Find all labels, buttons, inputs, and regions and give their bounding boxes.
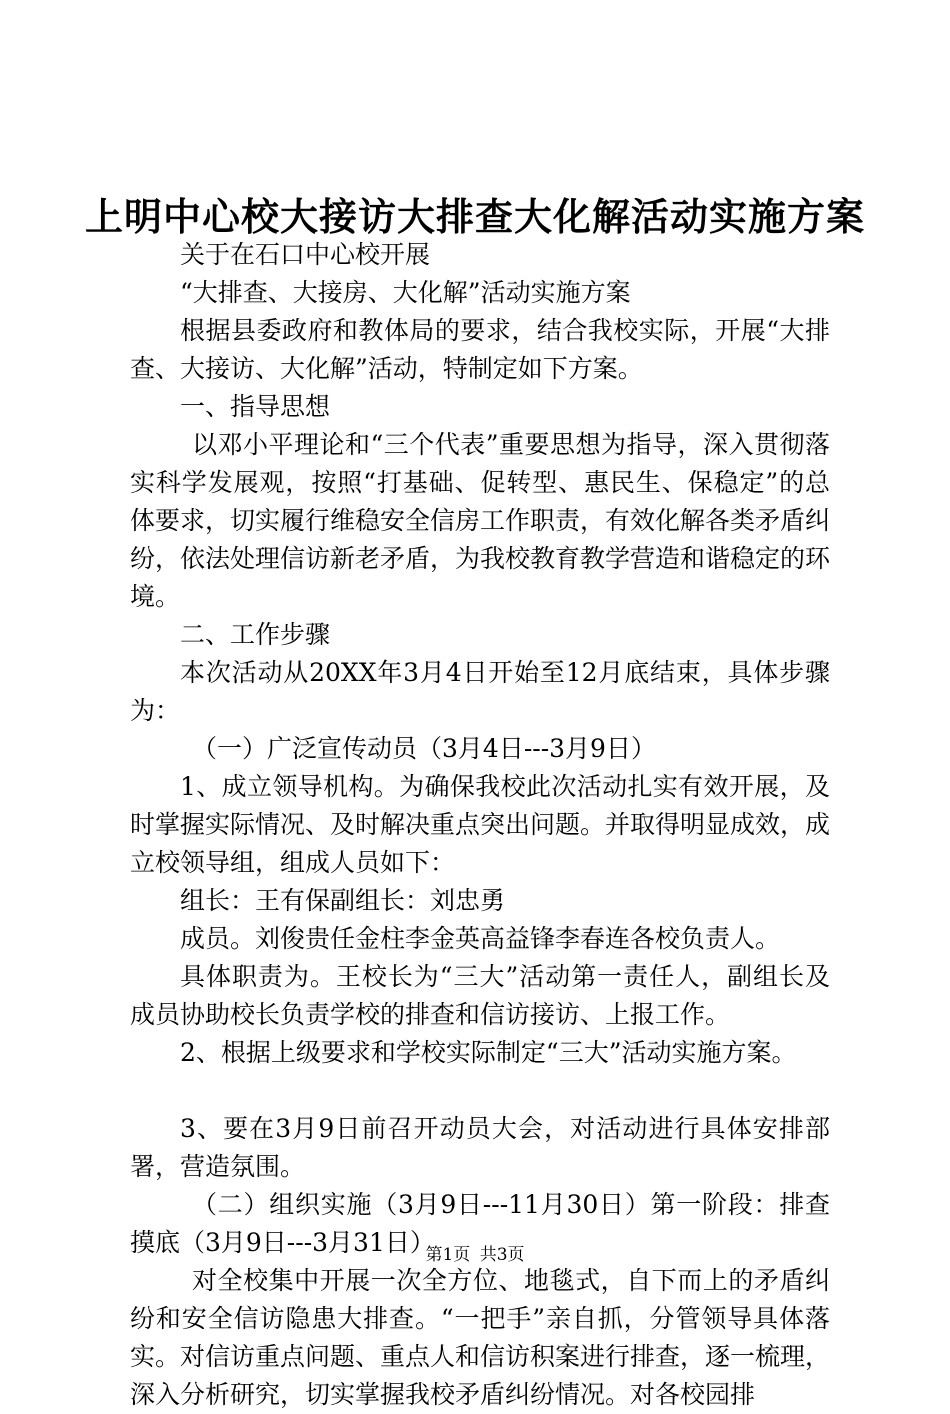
section-heading-1: 一、指导思想: [180, 392, 331, 421]
paragraph-3: 根据县委政府和教体局的要求，结合我校实际，开展“大排查、大接访、大化解”活动，特制定如下方案。: [130, 316, 830, 383]
subsection-heading-2: （二）组织实施（3月9日---11月30日）第一阶段：排查摸底（3月9日---3月31日）: [130, 1190, 830, 1257]
page-total: 共3页: [479, 1245, 525, 1265]
subsection-heading-1: （一）广泛宣传动员（3月4日---3月9日）: [192, 734, 656, 763]
paragraph-11: 3、要在3月9日前召开动员大会，对活动进行具体安排部署，营造氛围。: [130, 1114, 830, 1181]
paragraph-1: 关于在石口中心校开展: [180, 240, 431, 269]
paragraph-6: 1、成立领导机构。为确保我校此次活动扎实有效开展，及时掌握实际情况、及时解决重点突出问题。并取得明显成效，成立校领导组，组成人员如下：: [130, 772, 831, 877]
paragraph-10: 2、根据上级要求和学校实际制定“三大”活动实施方案。: [180, 1038, 797, 1067]
paragraph-8: 成员。刘俊贵任金柱李金英高益锋李春连各校负责人。: [180, 924, 781, 953]
paragraph-9: 具体职责为。王校长为“三大”活动第一责任人，副组长及成员协助校长负责学校的排查和信访接访、上报工作。: [130, 962, 830, 1029]
paragraph-2: “大排查、大接房、大化解”活动实施方案: [180, 278, 631, 307]
paragraph-4: 以邓小平理论和“三个代表”重要思想为指导，深入贯彻落实科学发展观，按照“打基础、促转型、惠民生、保稳定”的总体要求，切实履行维稳安全信房工作职责，有效化解各类矛盾纠纷，依法处理信访新老矛盾，为我校教育教学营造和谐稳定的环境。: [130, 430, 831, 611]
blank-line: [130, 1072, 830, 1110]
paragraph-5: 本次活动从20XX年3月4日开始至12月底结束，具体步骤为：: [130, 658, 830, 725]
paragraph-7: 组长：王有保副组长：刘忠勇: [180, 886, 506, 915]
paragraph-12: 对全校集中开展一次全方位、地毯式，自下而上的矛盾纠纷和安全信访隐患大排查。“一把手”亲自抓，分管领导具体落实。对信访重点问题、重点人和信访积案进行排查，逐一梳理，深入分析研究，切实掌握我校矛盾纠纷情况。对各校园排: [130, 1266, 831, 1409]
page-number: 第1页: [425, 1245, 471, 1265]
page-footer: [0, 1240, 950, 1265]
document-body: [130, 236, 830, 1414]
document-title: 上明中心校大接访大排查大化解活动实施方案: [84, 195, 865, 239]
section-heading-2: 二、工作步骤: [180, 620, 331, 649]
